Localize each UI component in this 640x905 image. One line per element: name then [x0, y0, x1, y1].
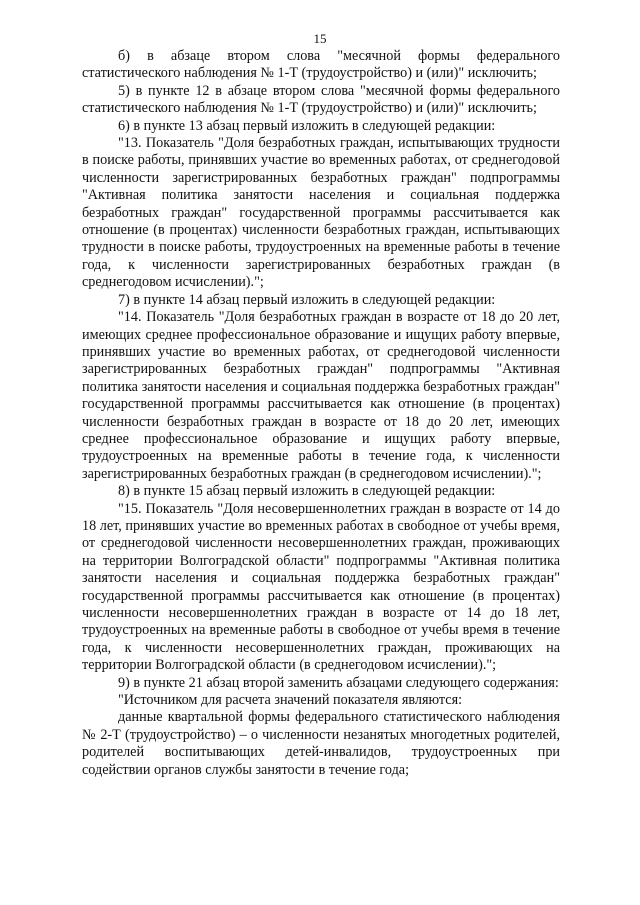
paragraph-point-13: "13. Показатель "Доля безработных граждан, испытывающих трудности в поиске работы, принявших участие во временных работах, от среднегодовой численности зарегистрированных безработных граждан" подпрограммы "Активная политика занятости населения и социальная поддержка безработных граждан" государственной программы рассчитывается как отношение (в процентах) численности безработных граждан, испытывающих трудности в поиске работы, трудоустроенных на временные работы в течение года, к численности зарегистрированных безработных граждан (в среднегодовом исчислении)."; [82, 135, 560, 291]
paragraph-sources-intro: "Источником для расчета значений показателя являются: [118, 692, 463, 709]
paragraph-item-9: 9) в пункте 21 абзац второй заменить абзацами следующего содержания: [118, 674, 559, 691]
paragraph-item-8: 8) в пункте 15 абзац первый изложить в следующей редакции: [118, 483, 496, 500]
paragraph-point-15: "15. Показатель "Доля несовершеннолетних граждан в возрасте от 14 до 18 лет, принявших участие во временных работах в свободное от учебы время, от среднегодовой численности несовершеннолетних граждан, проживающих на территории Волгоградской области" подпрограммы "Активная политика занятости населения и социальная поддержка безработных граждан" государственной программы рассчитывается как отношение (в процентах) численности несовершеннолетних граждан в возрасте от 14 до 18 лет, трудоустроенных на временные работы в свободное от учебы время в течение года, к численности несовершеннолетних граждан, проживающих на территории Волгоградской области (в среднегодовом исчислении)."; [82, 500, 560, 674]
paragraph-item-6: 6) в пункте 13 абзац первый изложить в следующей редакции: [118, 117, 496, 134]
paragraph-item-b: б) в абзаце втором слова "месячной формы федерального статистического наблюдения № 1-Т (трудоустройство) и (или)" исключить; [82, 48, 560, 82]
paragraph-point-14: "14. Показатель "Доля безработных граждан в возрасте от 18 до 20 лет, имеющих среднее профессиональное образование и ищущих работу впервые, принявших участие во временных работах, от среднегодовой численности зарегистрированных безработных граждан" подпрограммы "Активная политика занятости населения и социальная поддержка безработных граждан" государственной программы рассчитывается как отношение (в процентах) численности безработных граждан в возрасте от 18 до 20 лет, имеющих среднее профессиональное образование и ищущих работу впервые, трудоустроенных на временные работы в течение года, к численности зарегистрированных безработных граждан (в среднегодовом исчислении)."; [82, 309, 560, 482]
document-body [82, 48, 560, 779]
paragraph-item-5: 5) в пункте 12 в абзаце втором слова "месячной формы федерального статистического наблюдения № 1-Т (трудоустройство) и (или)" исключить; [82, 82, 560, 117]
paragraph-form-2t: данные квартальной формы федерального статистического наблюдения № 2-Т (трудоустройство) – о численности незанятых многодетных родителей, родителей воспитывающих детей-инвалидов, трудоустроенных при содействии органов службы занятости в течение года; [82, 709, 560, 778]
page-number: 15 [313, 31, 327, 46]
paragraph-item-7: 7) в пункте 14 абзац первый изложить в следующей редакции: [118, 291, 496, 308]
